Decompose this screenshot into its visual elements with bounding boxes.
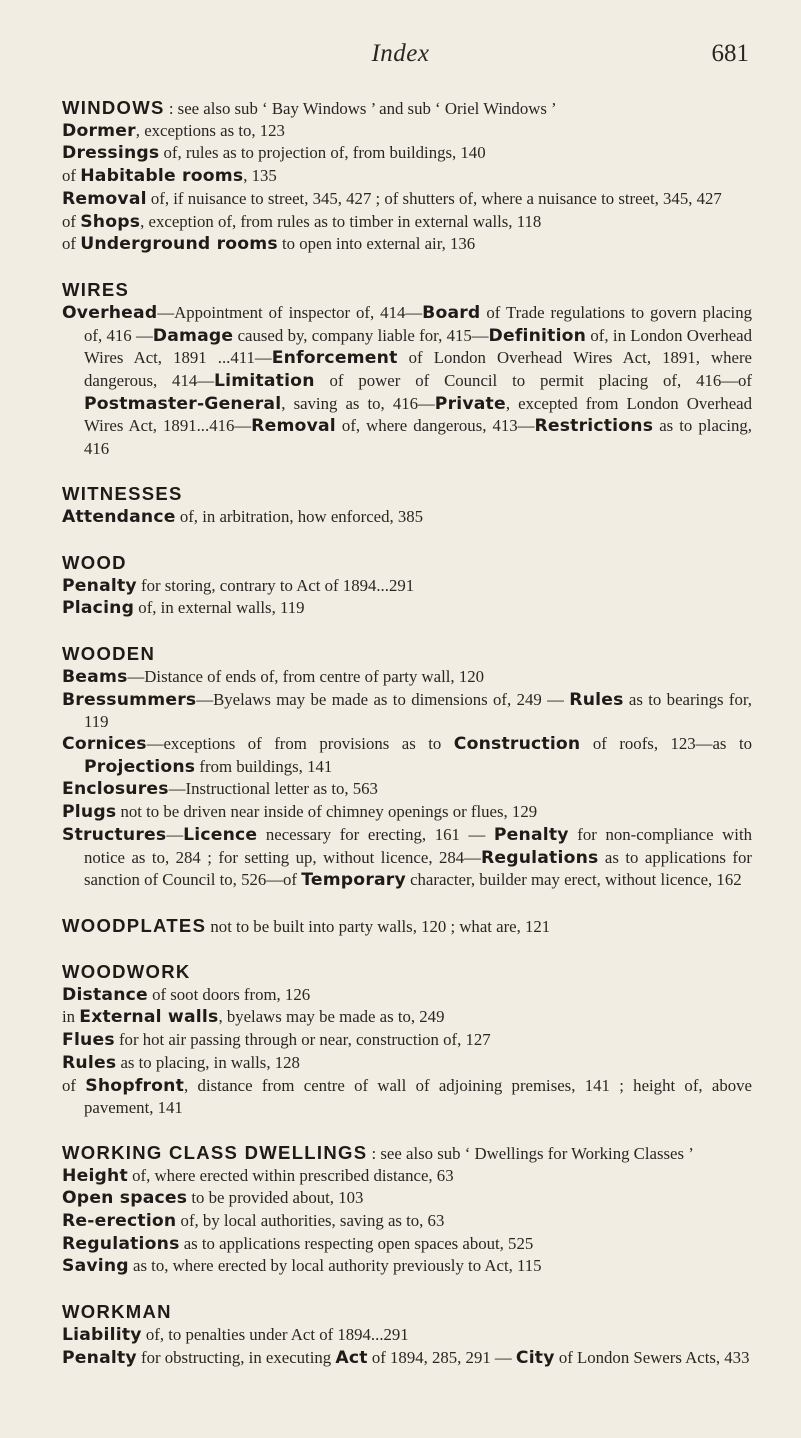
subentry-keyword: Placing — [62, 598, 135, 619]
subentry-text: of, where dangerous, 413— — [335, 416, 535, 436]
subentry-text: of, in London Overhead Wires Act, 1891 ...411— — [84, 325, 752, 368]
subentry-keyword: Definition — [488, 325, 587, 346]
subentry-text: of roofs, 123—as to — [580, 734, 752, 754]
running-head-title: Index — [371, 40, 430, 67]
subentry-keyword: Rules — [62, 1052, 117, 1073]
index-subentry — [62, 1006, 752, 1029]
index-subentry — [62, 142, 752, 165]
subentry-text: —Instructional letter as to, 563 — [168, 779, 378, 799]
subentry-lead: of — [62, 211, 81, 231]
subentry-keyword: Distance — [62, 984, 148, 1005]
subentry-text: , 135 — [243, 166, 277, 186]
subentry-keyword: Structures — [62, 824, 167, 845]
subentry-text: of soot doors from, 126 — [147, 984, 311, 1004]
subentry-text: not to be driven near inside of chimney openings or flues, 129 — [116, 802, 538, 822]
page-number: 681 — [711, 40, 749, 67]
subentry-keyword: Liability — [62, 1325, 142, 1346]
subentry-keyword: Temporary — [301, 870, 406, 891]
subentry-text: of, to penalties under Act of 1894...291 — [141, 1325, 409, 1345]
subentry-keyword: Habitable rooms — [80, 166, 244, 187]
subentry-text: from buildings, 141 — [195, 756, 333, 776]
index-subentry — [62, 597, 752, 620]
subentry-keyword: Saving — [62, 1256, 129, 1277]
subentry-keyword: Height — [62, 1165, 128, 1186]
subentry-text: as to placing, 416 — [84, 416, 752, 459]
subentry-keyword: Attendance — [62, 506, 176, 527]
entry-heading: WIRES — [62, 278, 130, 300]
subentry-keyword: Flues — [62, 1030, 115, 1051]
subentry-text: —Distance of ends of, from centre of party wall, 120 — [127, 666, 484, 686]
subentry-text: character, builder may erect, without licence, 162 — [405, 870, 742, 890]
entry-heading-line — [62, 1141, 752, 1165]
subentry-text: as to applications for sanction of Council to, 526—of — [84, 847, 752, 890]
subentry-text: of, in external walls, 119 — [134, 598, 305, 618]
index-subentry — [62, 1187, 752, 1210]
subentry-text: caused by, company liable for, 415— — [233, 325, 489, 345]
subentry-text: of, if nuisance to street, 345, 427 ; of shutters of, where a nuisance to street, 345, 427 — [146, 188, 722, 208]
subentry-keyword: Overhead — [62, 302, 158, 323]
subentry-text: of, by local authorities, saving as to, 63 — [176, 1211, 445, 1231]
entry-workman — [62, 1300, 752, 1369]
subentry-text: as to, where erected by local authority previously to Act, 115 — [128, 1256, 542, 1276]
index-subentry — [62, 1210, 752, 1233]
index-subentry — [62, 1324, 752, 1347]
index-subentry — [62, 984, 752, 1007]
subentry-text: of London Sewers Acts, 433 — [554, 1347, 750, 1367]
index-subentry — [62, 824, 752, 892]
subentry-lead: in — [62, 1007, 80, 1027]
subentry-keyword: Underground rooms — [80, 234, 278, 255]
index-subentry — [62, 733, 752, 778]
index-subentry — [62, 506, 752, 529]
subentry-keyword: Re-erection — [62, 1211, 177, 1232]
subentry-keyword: Penalty — [62, 1347, 137, 1368]
subentry-text: for obstructing, in executing — [136, 1347, 336, 1367]
subentry-text: , exception of, from rules as to timber in external walls, 118 — [140, 211, 542, 231]
running-head — [0, 38, 801, 78]
subentry-keyword: Limitation — [214, 371, 315, 392]
entry-wood — [62, 551, 752, 620]
subentry-keyword: Board — [422, 302, 481, 323]
subentry-text: as to applications respecting open spaces about, 525 — [179, 1233, 534, 1253]
subentry-keyword: Act — [335, 1347, 368, 1368]
subentry-text: of London Overhead Wires Act, 1891, where dangerous, 414— — [84, 348, 752, 391]
subentry-keyword: Postmaster-General — [84, 393, 282, 414]
index-subentry — [62, 575, 752, 598]
subentry-keyword: Dressings — [62, 143, 160, 164]
subentry-keyword: City — [515, 1347, 555, 1368]
index-subentry — [62, 666, 752, 689]
subentry-lead: of — [62, 234, 81, 254]
entry-wooden — [62, 642, 752, 892]
subentry-keyword: Removal — [251, 416, 336, 437]
subentry-keyword: Open spaces — [62, 1188, 188, 1209]
index-subentry — [62, 302, 752, 460]
index-subentry — [62, 120, 752, 143]
subentry-text: , exceptions as to, 123 — [135, 120, 285, 140]
subentry-keyword: Enforcement — [271, 348, 398, 369]
subentry-text: , saving as to, 416— — [281, 393, 435, 413]
index-content — [62, 96, 752, 1370]
entry-heading: WOODPLATES — [62, 914, 207, 936]
subentry-text: to be provided about, 103 — [187, 1188, 364, 1208]
subentry-keyword: Private — [434, 393, 506, 414]
index-subentry — [62, 1029, 752, 1052]
entry-heading: WOODWORK — [62, 960, 191, 982]
entry-heading: WINDOWS — [62, 97, 165, 118]
entry-witnesses — [62, 482, 752, 529]
subentry-text: not to be built into party walls, 120 ; what are, 121 — [206, 916, 551, 936]
index-subentry — [62, 165, 752, 188]
subentry-text: of Trade regulations to govern placing of, 416 — — [84, 302, 752, 345]
subentry-text: for hot air passing through or near, construction of, 127 — [114, 1030, 491, 1050]
subentry-text: , excepted from London Overhead Wires Act, 1891...416— — [84, 393, 752, 436]
subentry-keyword: Cornices — [62, 734, 147, 755]
subentry-text: of, in arbitration, how enforced, 385 — [175, 506, 424, 526]
index-subentry — [62, 1052, 752, 1075]
subentry-keyword: Dormer — [62, 120, 136, 141]
index-subentry — [62, 188, 752, 211]
subentry-text: , byelaws may be made as to, 249 — [218, 1007, 445, 1027]
subentry-text: —exceptions of from provisions as to — [146, 734, 454, 754]
entry-heading-line — [62, 96, 752, 120]
subentry-text: for storing, contrary to Act of 1894...291 — [136, 575, 415, 595]
subentry-text: of, rules as to projection of, from buildings, 140 — [159, 143, 486, 163]
subentry-text: , distance from centre of wall of adjoining premises, 141 ; height of, above pavement, 141 — [84, 1075, 752, 1118]
subentry-text: of, where erected within prescribed distance, 63 — [127, 1165, 454, 1185]
see-also-text: : see also sub ‘ Dwellings for Working Classes ’ — [367, 1143, 694, 1163]
entry-windows — [62, 96, 752, 256]
entry-heading: WITNESSES — [62, 482, 183, 504]
subentry-lead: of — [62, 1075, 86, 1095]
subentry-keyword: External walls — [79, 1007, 219, 1028]
subentry-keyword: Rules — [569, 689, 624, 710]
subentry-text: of 1894, 285, 291 — — [367, 1347, 516, 1367]
index-subentry — [62, 801, 752, 824]
index-subentry — [62, 778, 752, 801]
subentry-keyword: Plugs — [62, 802, 117, 823]
subentry-keyword: Regulations — [62, 1233, 180, 1254]
entry-woodwork — [62, 960, 752, 1119]
entry-heading: WOODEN — [62, 642, 156, 664]
subentry-keyword: Penalty — [62, 575, 137, 596]
subentry-text: to open into external air, 136 — [277, 234, 476, 254]
index-subentry — [62, 1075, 752, 1119]
see-also-text: : see also sub ‘ Bay Windows ’ and sub ‘ Oriel Windows ’ — [164, 99, 557, 118]
subentry-lead: of — [62, 166, 81, 186]
subentry-keyword: Bressummers — [62, 689, 197, 710]
index-subentry — [62, 1165, 752, 1188]
subentry-text: as to bearings for, 119 — [84, 689, 752, 732]
subentry-text: for non-compliance with notice as to, 284 ; for setting up, without licence, 284— — [84, 824, 753, 867]
entry-heading: WORKMAN — [62, 1301, 172, 1323]
subentry-keyword: Beams — [62, 666, 128, 687]
subentry-keyword: Licence — [183, 824, 258, 845]
subentry-keyword: Regulations — [480, 847, 599, 868]
subentry-text: —Byelaws may be made as to dimensions of, 249 — — [196, 689, 570, 709]
entry-woodplates — [62, 914, 752, 938]
subentry-text: —Appointment of inspector of, 414— — [157, 302, 423, 322]
entry-heading-line — [62, 914, 752, 938]
subentry-keyword: Damage — [152, 325, 234, 346]
entry-working-class-dwellings — [62, 1141, 752, 1278]
subentry-keyword: Enclosures — [62, 779, 169, 800]
subentry-keyword: Shops — [80, 211, 141, 232]
index-subentry — [62, 1347, 752, 1370]
subentry-keyword: Construction — [453, 734, 581, 755]
subentry-text: necessary for erecting, 161 — — [257, 824, 494, 844]
subentry-text: as to placing, in walls, 128 — [116, 1052, 300, 1072]
entry-heading: WORKING CLASS DWELLINGS — [62, 1141, 368, 1163]
subentry-keyword: Removal — [62, 188, 147, 209]
index-subentry — [62, 211, 752, 234]
entry-heading: WOOD — [62, 551, 127, 573]
subentry-keyword: Restrictions — [534, 416, 654, 437]
subentry-text: — — [166, 824, 184, 844]
index-subentry — [62, 1233, 752, 1256]
index-subentry — [62, 233, 752, 256]
subentry-keyword: Projections — [84, 756, 196, 777]
subentry-text: of power of Council to permit placing of, 416—of — [314, 371, 753, 391]
index-subentry — [62, 1255, 752, 1278]
entry-wires — [62, 278, 752, 460]
subentry-keyword: Shopfront — [85, 1075, 185, 1096]
index-subentry — [62, 689, 752, 733]
subentry-keyword: Penalty — [493, 824, 569, 845]
